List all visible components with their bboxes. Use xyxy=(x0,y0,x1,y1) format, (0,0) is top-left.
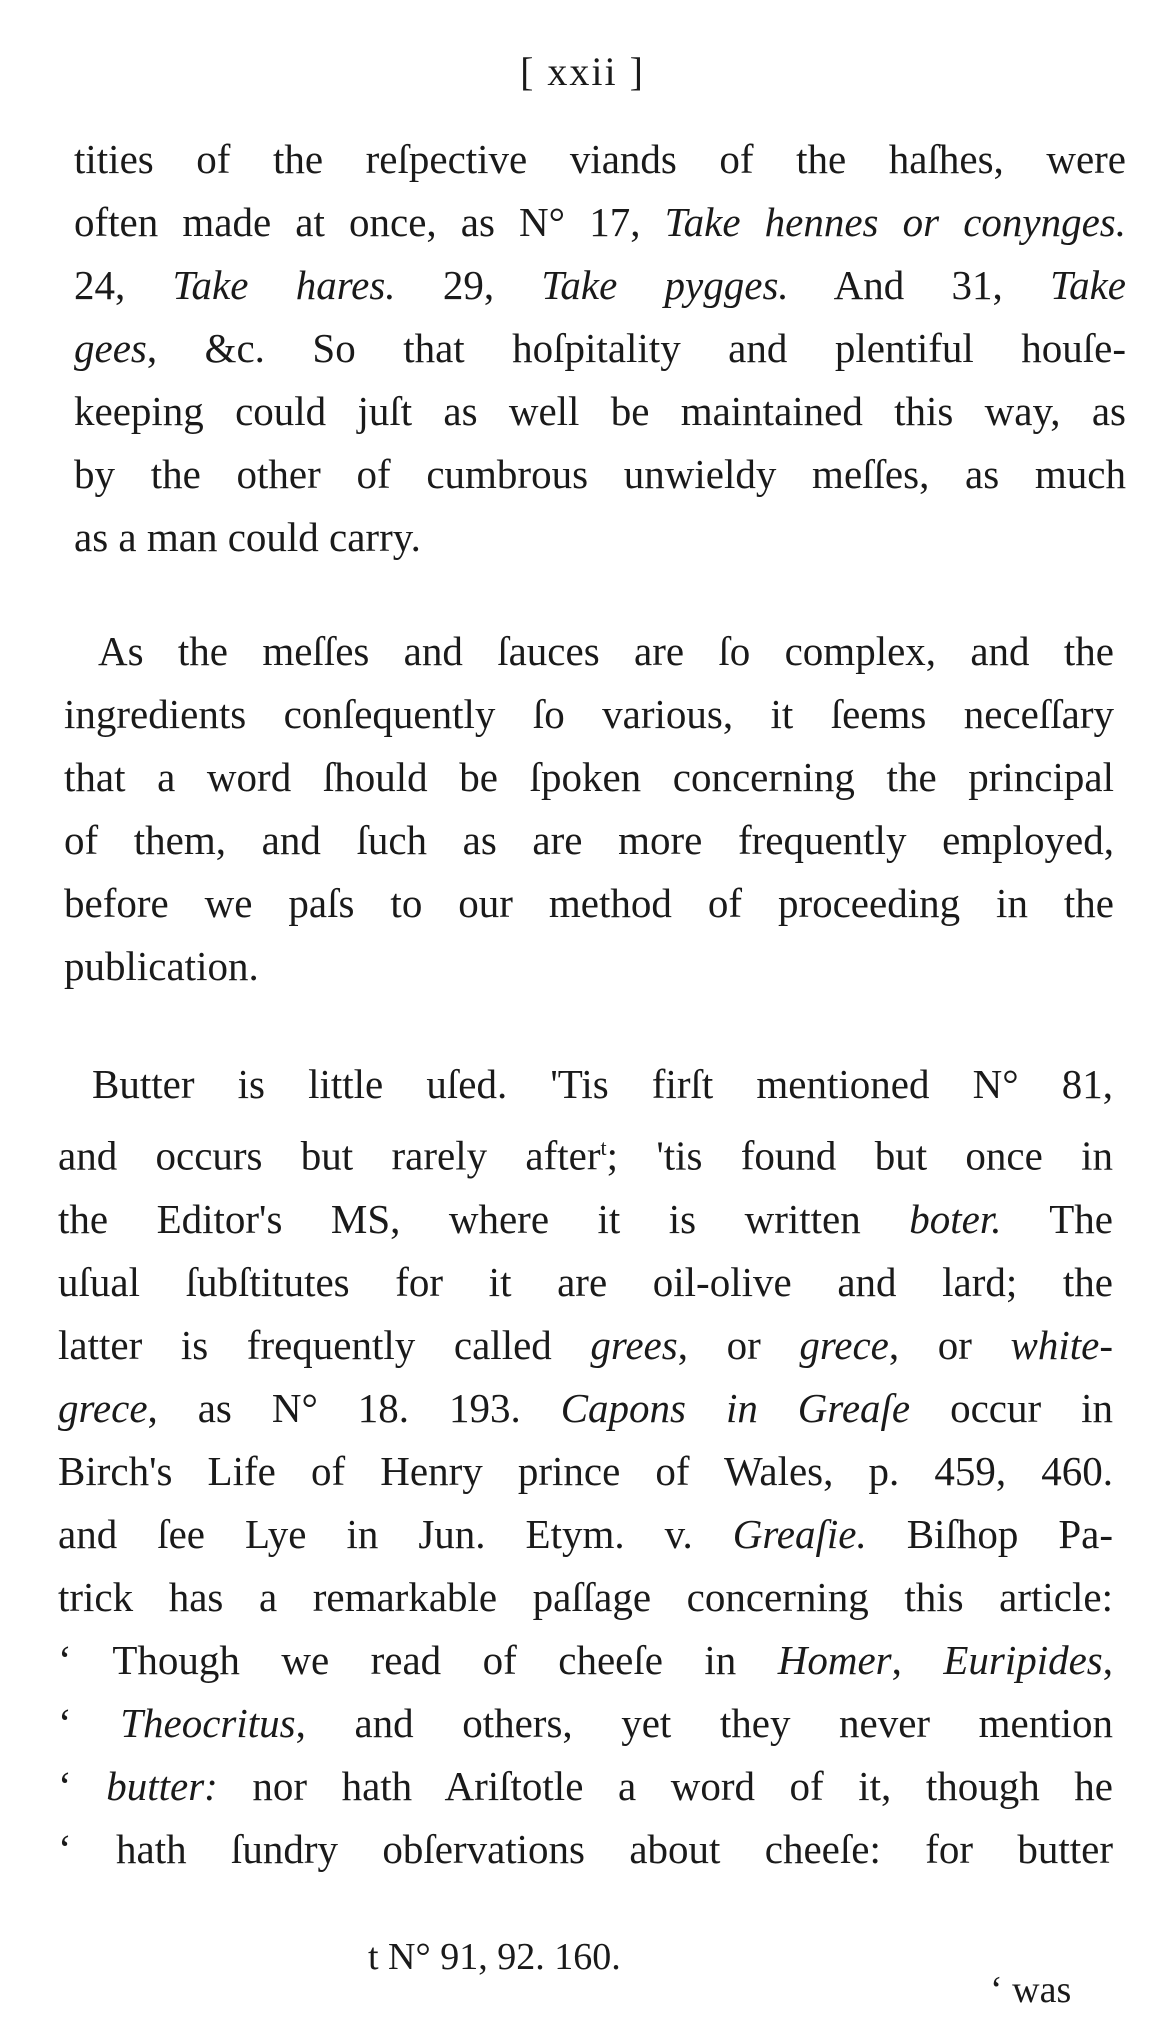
text-line: Birch's Life of Henry prince of Wales, p. 459, 460. xyxy=(58,1447,1113,1494)
text-line: As the meſſes and ſauces are ſo complex, and the xyxy=(98,628,1114,674)
text-line: that a word ſhould be ſpoken concerning the principal xyxy=(64,754,1114,800)
footnote-marker: t xyxy=(600,1135,607,1160)
page-number: [ xxii ] xyxy=(520,49,645,94)
paragraph-butter xyxy=(58,1053,1113,1881)
text-line: ingredients conſequently ſo various, it ſeems neceſſary xyxy=(64,691,1114,737)
text-line: grece, as N° 18. 193. Capons in Greaſe occur in xyxy=(58,1384,1113,1431)
text-line: and occurs but rarely after$^t$; 'tis found but once in xyxy=(58,1132,1113,1179)
text-line: by the other of cumbrous unwieldy meſſes, as much xyxy=(74,451,1126,497)
text-line: of them, and ſuch as are more frequently employed, xyxy=(64,817,1114,863)
text-line: Butter is little uſed. 'Tis firſt mentioned N° 81, xyxy=(92,1061,1113,1107)
text-line: gees, &c. So that hoſpitality and plentiful houſe- xyxy=(74,325,1126,371)
text-line: and ſee Lye in Jun. Etym. v. Greaſie. Biſhop Pa- xyxy=(58,1510,1113,1557)
paragraph-hashes xyxy=(74,128,1126,569)
text-line: before we paſs to our method of proceeding in the xyxy=(64,880,1114,926)
text-line: trick has a remarkable paſſage concerning this article: xyxy=(58,1573,1113,1620)
text-line: ‘ Theocritus, and others, yet they never mention xyxy=(58,1699,1113,1746)
text-line: the Editor's MS, where it is written boter. The xyxy=(58,1195,1113,1242)
text-line: publication. xyxy=(64,943,259,989)
text-line: tities of the reſpective viands of the haſhes, were xyxy=(74,136,1126,182)
text-line: 24, Take hares. 29, Take pygges. And 31, Take xyxy=(74,262,1126,308)
paragraph-ingredients xyxy=(64,620,1114,998)
catchword: ‘ was xyxy=(990,1969,1072,2011)
text-line: latter is frequently called grees, or grece, or white- xyxy=(58,1321,1113,1368)
text-line: uſual ſubſtitutes for it are oil-olive and lard; the xyxy=(58,1258,1113,1305)
text-line: ‘ butter: nor hath Ariſtotle a word of it, though he xyxy=(58,1762,1113,1809)
footnote: t N° 91, 92. 160. xyxy=(368,1936,621,1978)
text-line: ‘ Though we read of cheeſe in Homer, Euripides, xyxy=(58,1636,1114,1683)
text-line: as a man could carry. xyxy=(74,514,421,560)
text-line: keeping could juſt as well be maintained this way, as xyxy=(74,388,1126,434)
text-line: ‘ hath ſundry obſervations about cheeſe: for butter xyxy=(58,1825,1113,1872)
text-line: often made at once, as N° 17, Take hennes or conynges. xyxy=(74,199,1127,245)
